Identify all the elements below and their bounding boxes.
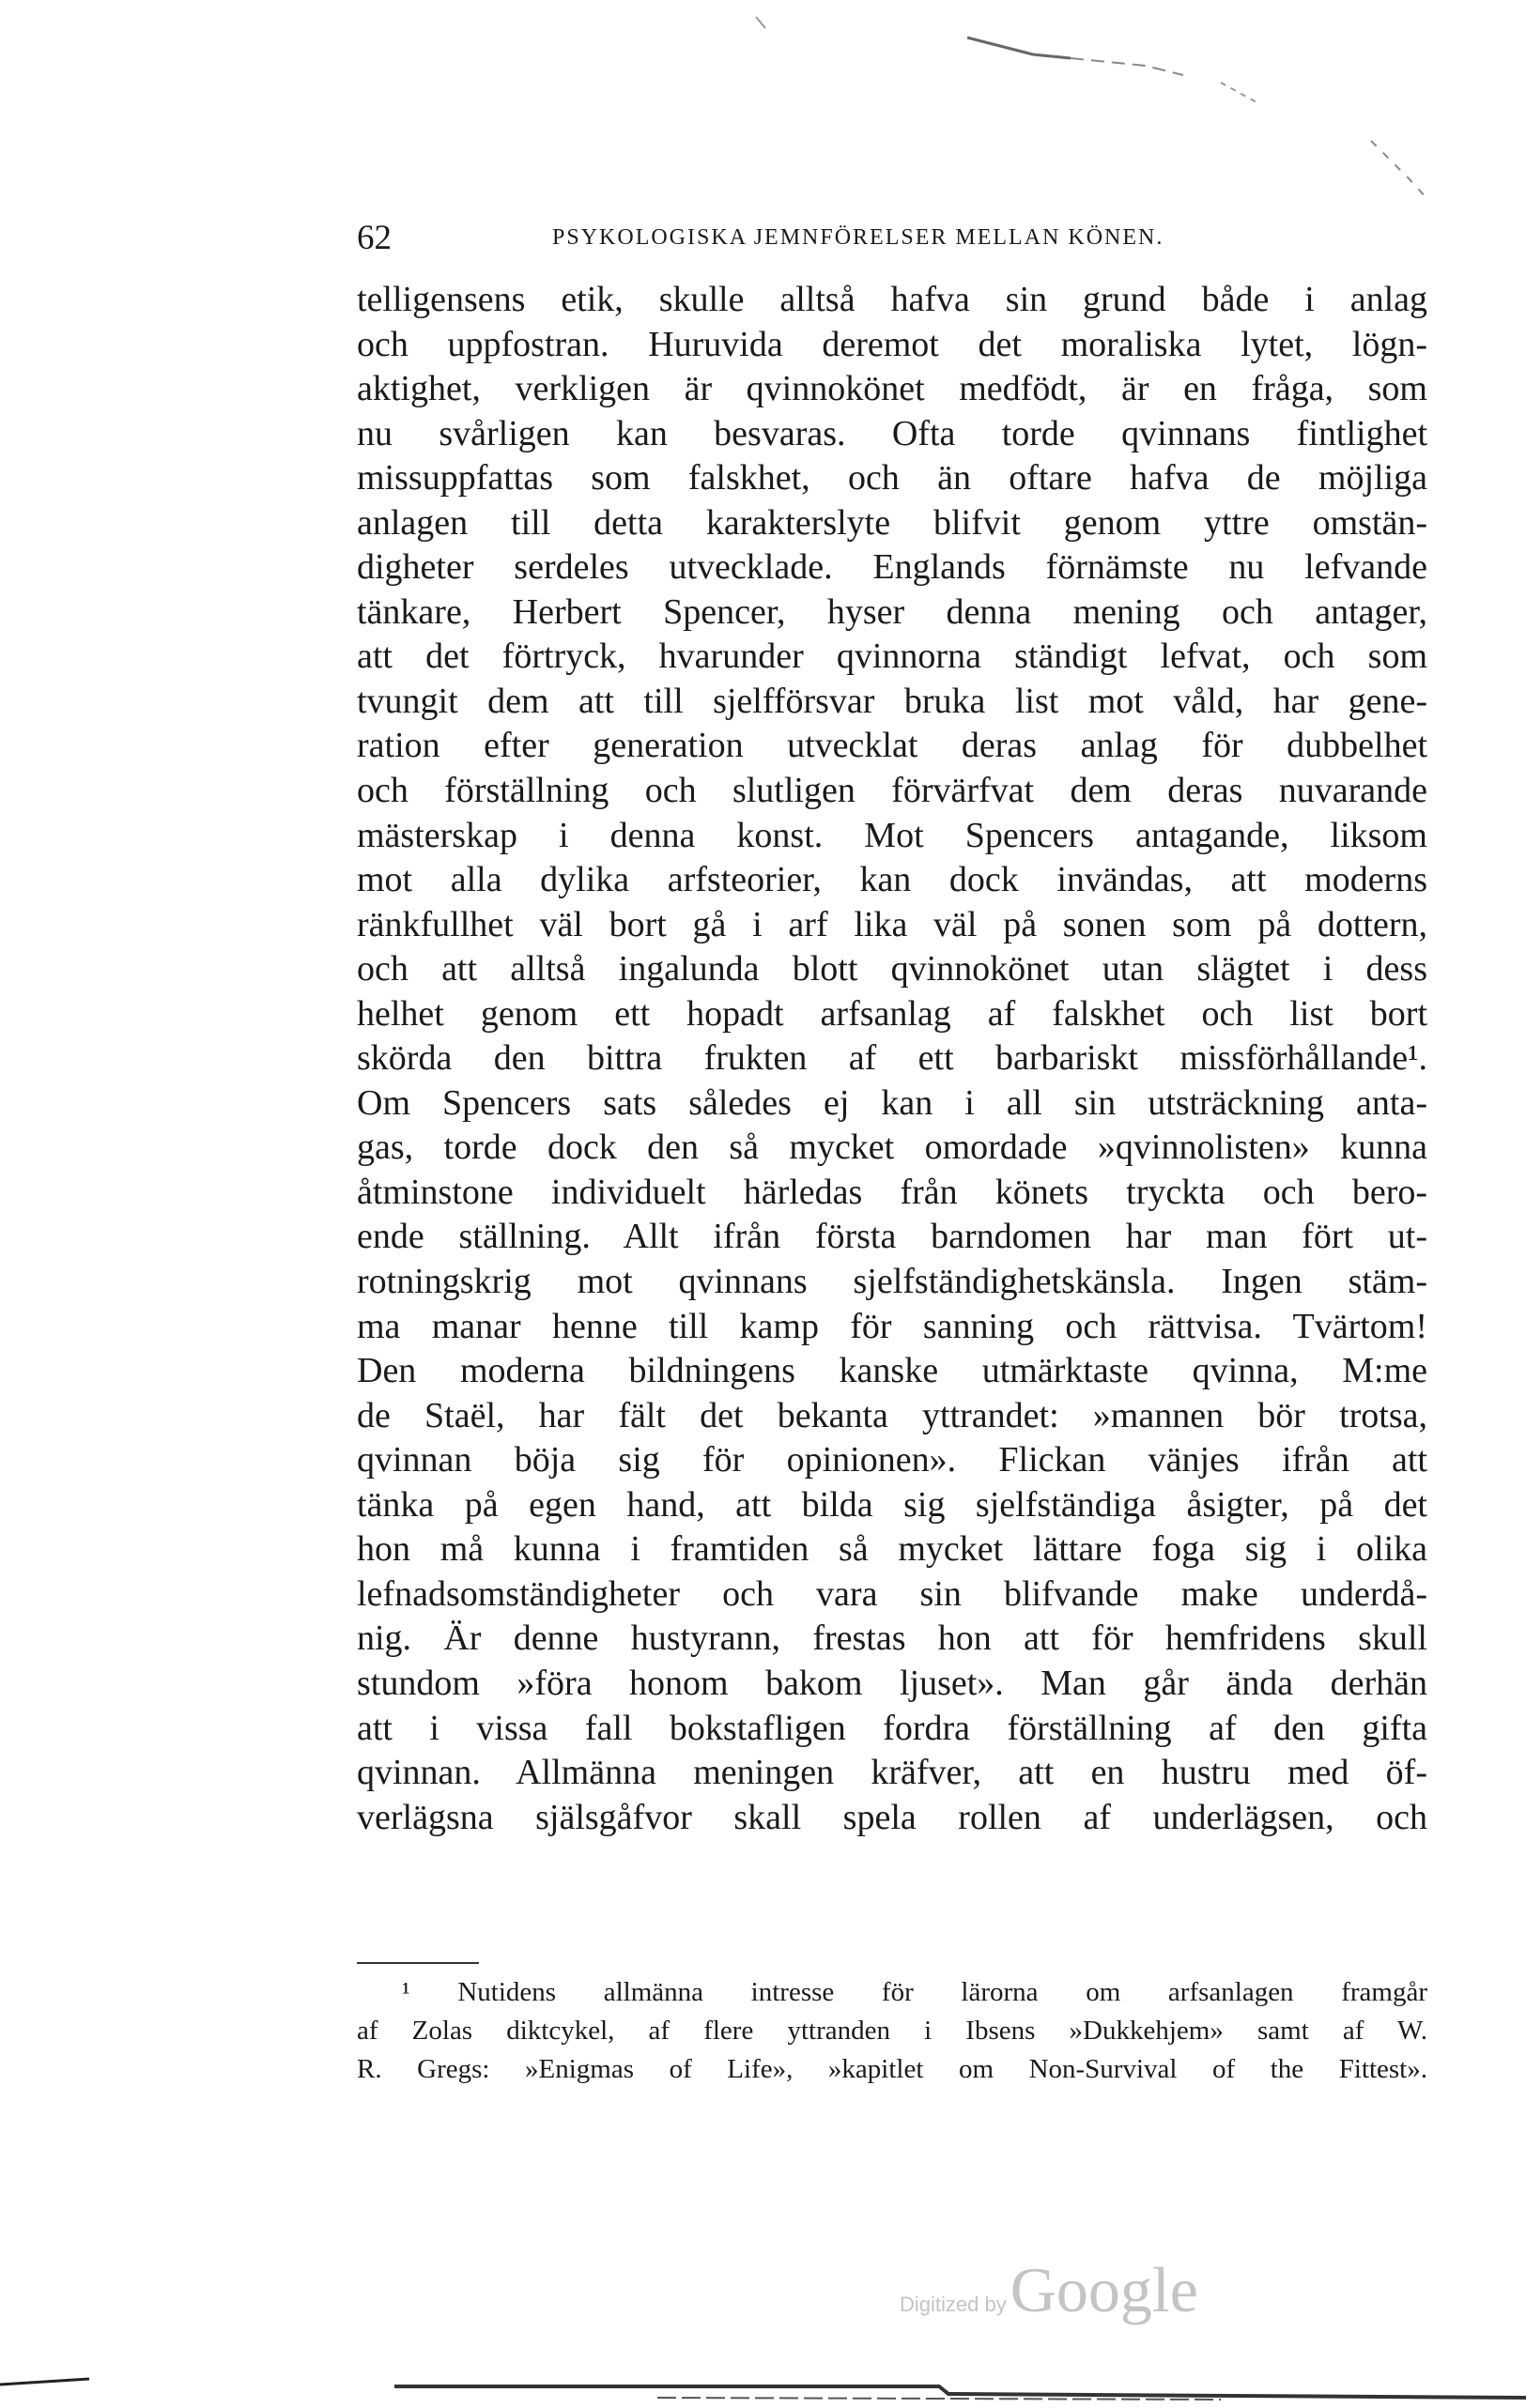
text-line: aktighet, verkligen är qvinnokönet medfödt, är en fråga, som — [357, 369, 1427, 409]
text-line: telligensens etik, skulle alltså hafva sin grund både i anlag — [357, 280, 1427, 319]
text-line: åtminstone individuelt härledas från könets tryckta och bero- — [357, 1172, 1427, 1212]
google-logo: Google — [1010, 2254, 1198, 2325]
text-line: anlagen till detta karakterslyte blifvit genom yttre omstän- — [357, 502, 1427, 543]
footnote — [357, 1973, 1427, 2089]
scan-bottom-edge — [0, 2366, 1526, 2408]
text-line: nu svårligen kan besvaras. Ofta torde qvinnans fintlighet — [357, 413, 1427, 453]
text-line: skörda den bittra frukten af ett barbariskt missförhållande¹. — [357, 1038, 1427, 1079]
page-number: 62 — [357, 219, 392, 257]
text-line: gas, torde dock den så mycket omordade »qvinnolisten» kunna — [357, 1127, 1427, 1168]
text-line: ränkfullhet väl bort gå i arf lika väl på sonen som på dottern, — [357, 904, 1427, 944]
text-line: mästerskap i denna konst. Mot Spencers antagande, liksom — [357, 815, 1427, 855]
text-line: att det förtryck, hvarunder qvinnorna ständigt lefvat, och som — [357, 637, 1427, 677]
scan-edge-marks — [657, 0, 1503, 207]
text-line: verlägsna själsgåfvor skall spela rollen af underlägsen, och — [357, 1797, 1427, 1837]
digitized-by-google-watermark — [900, 2253, 1198, 2328]
footnote-line: ¹ Nutidens allmänna intresse för lärorna om arfsanlagen framgår — [402, 1977, 1427, 2007]
running-head: PSYKOLOGISKA JEMNFÖRELSER MELLAN KÖNEN. — [552, 225, 1164, 250]
text-line: qvinnan. Allmänna meningen kräfver, att en hustru med öf- — [357, 1753, 1427, 1793]
text-line: tänka på egen hand, att bilda sig sjelfständiga åsigter, på det — [357, 1484, 1427, 1525]
footnote-line: R. Gregs: »Enigmas of Life», »kapitlet om Non-Survival of the Fittest». — [357, 2054, 1427, 2084]
text-line: digheter serdeles utvecklade. Englands förnämste nu lefvande — [357, 547, 1427, 588]
text-line: ende ställning. Allt ifrån första barndomen har man fört ut- — [357, 1217, 1427, 1257]
text-line: och att alltså ingalunda blott qvinnokönet utan slägtet i dess — [357, 949, 1427, 989]
text-line: Den moderna bildningens kanske utmärktaste qvinna, M:me — [357, 1351, 1427, 1391]
footnote-line: af Zolas diktcykel, af flere yttranden i Ibsens »Dukkehjem» samt af W. — [357, 2016, 1427, 2046]
text-line: Om Spencers sats således ej kan i all sin utsträckning anta- — [357, 1082, 1427, 1123]
page-header — [357, 218, 1427, 265]
text-line: nig. Är denne hustyrann, frestas hon att för hemfridens skull — [357, 1618, 1427, 1659]
text-line: helhet genom ett hopadt arfsanlag af falskhet och list bort — [357, 993, 1427, 1034]
watermark-small-text: Digitized by — [900, 2293, 1007, 2316]
text-line: qvinnan böja sig för opinionen». Flickan vänjes ifrån att — [357, 1440, 1427, 1480]
text-line: tänkare, Herbert Spencer, hyser denna mening och antager, — [357, 591, 1427, 632]
text-line: hon må kunna i framtiden så mycket lättare foga sig i olika — [357, 1529, 1427, 1570]
text-line: ration efter generation utvecklat deras anlag för dubbelhet — [357, 726, 1427, 766]
text-line: och uppfostran. Huruvida deremot det moraliska lytet, lögn- — [357, 324, 1427, 364]
text-line: missuppfattas som falskhet, och än oftare hafva de möjliga — [357, 458, 1427, 498]
text-line: ma manar henne till kamp för sanning och rättvisa. Tvärtom! — [357, 1306, 1427, 1346]
text-line: de Staël, har fält det bekanta yttrandet: »mannen bör trotsa, — [357, 1395, 1427, 1435]
text-line: tvungit dem att till sjelfförsvar bruka list mot våld, har gene- — [357, 681, 1427, 721]
text-line: stundom »föra honom bakom ljuset». Man går ända derhän — [357, 1663, 1427, 1703]
text-line: och förställning och slutligen förvärfvat dem deras nuvarande — [357, 771, 1427, 811]
text-line: mot alla dylika arfsteorier, kan dock invändas, att moderns — [357, 860, 1427, 900]
footnote-divider — [357, 1962, 479, 1964]
text-line: lefnadsomständigheter och vara sin blifvande make underdå- — [357, 1573, 1427, 1614]
text-line: rotningskrig mot qvinnans sjelfständighetskänsla. Ingen stäm- — [357, 1262, 1427, 1302]
body-text — [357, 278, 1427, 1840]
text-line: att i vissa fall bokstafligen fordra förställning af den gifta — [357, 1708, 1427, 1748]
